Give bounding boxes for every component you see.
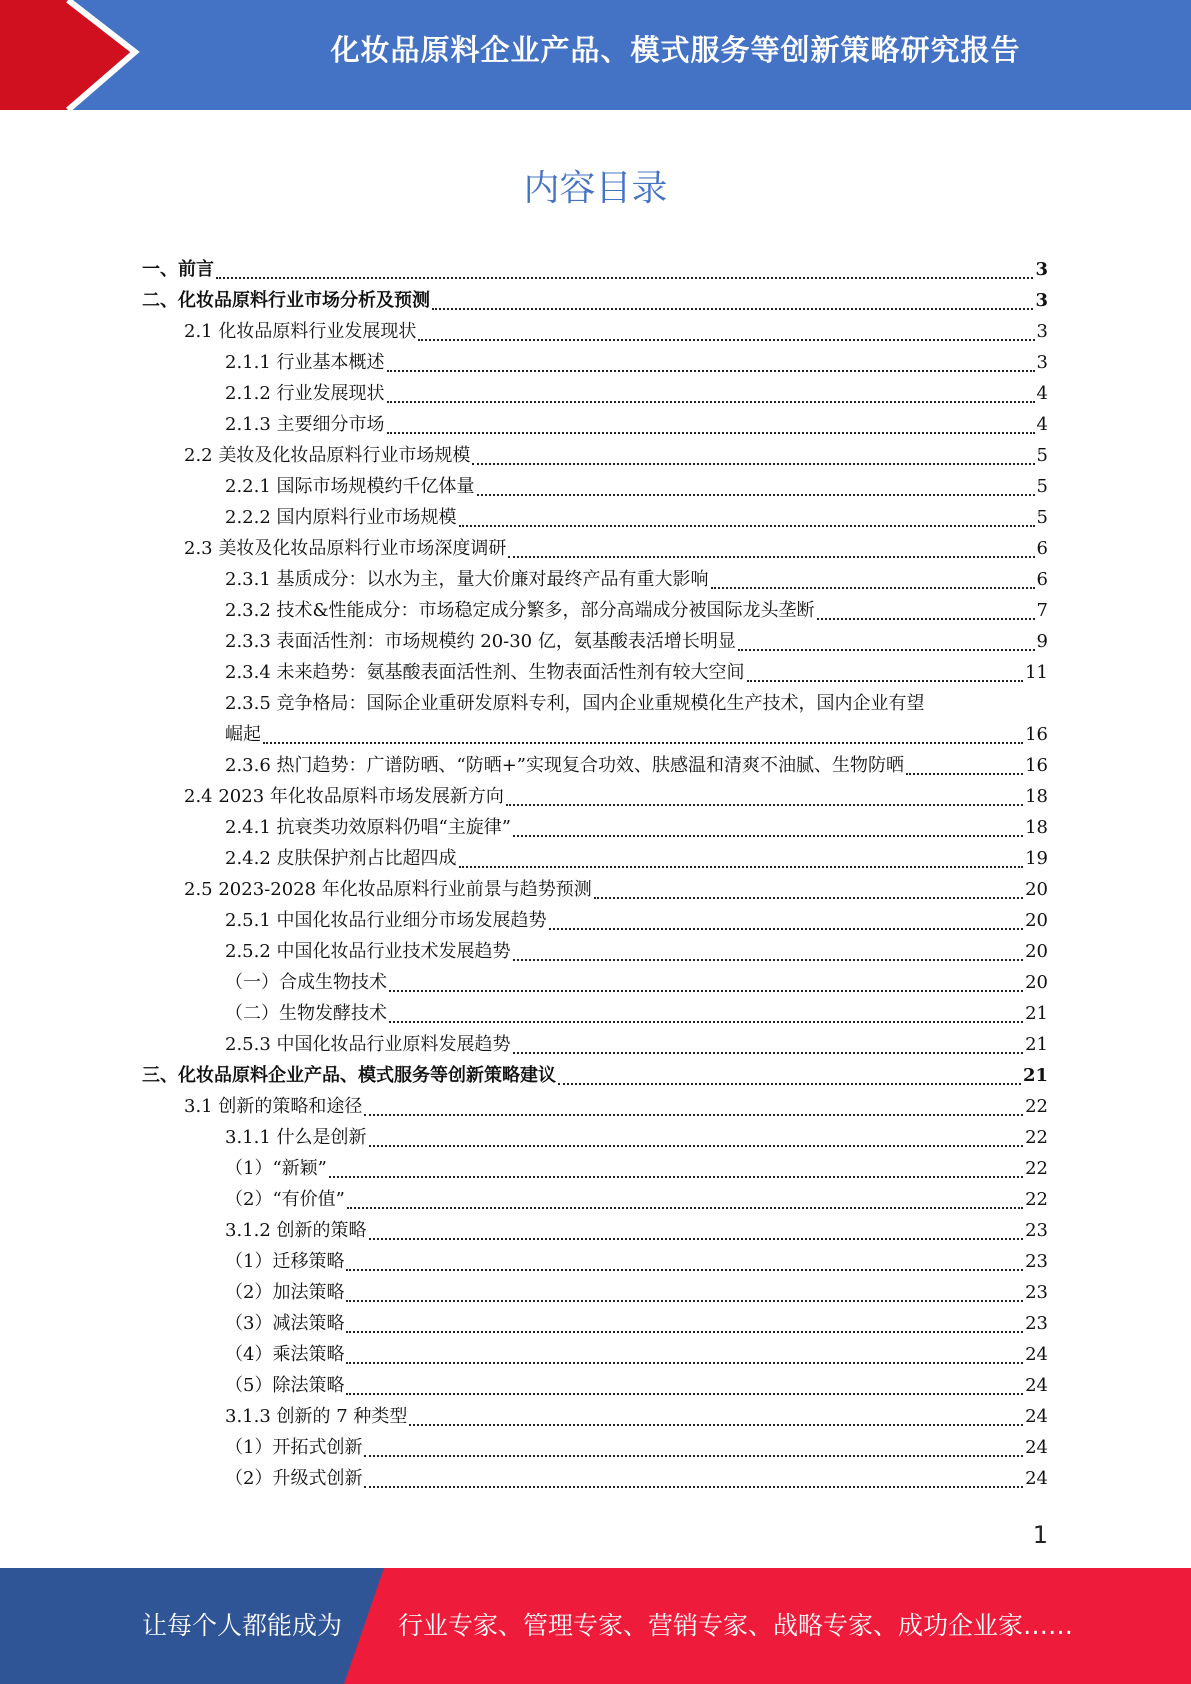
toc-entry[interactable]: 2.2 美妆及化妆品原料行业市场规模 5 bbox=[184, 445, 1048, 466]
toc-entry[interactable]: 2.3.4 未来趋势：氨基酸表面活性剂、生物表面活性剂有较大空间 11 bbox=[225, 662, 1048, 683]
toc-entry[interactable]: （2）加法策略 23 bbox=[225, 1282, 1048, 1303]
toc-entry-first-line[interactable]: 2.3.5 竞争格局：国际企业重研发原料专利，国内企业重规模化生产技术，国内企业有望 bbox=[225, 693, 925, 714]
toc-entry[interactable]: 2.1 化妆品原料行业发展现状 3 bbox=[184, 321, 1048, 342]
toc-entry[interactable]: 2.3 美妆及化妆品原料行业市场深度调研 6 bbox=[184, 538, 1048, 559]
toc-entry[interactable]: 2.1.1 行业基本概述 3 bbox=[225, 352, 1048, 373]
footer-slogan-right: 行业专家、管理专家、营销专家、战略专家、成功企业家…… bbox=[398, 1611, 1074, 1640]
toc-entry[interactable]: 2.1.3 主要细分市场 4 bbox=[225, 414, 1048, 435]
toc-entry[interactable]: 2.5.3 中国化妆品行业原料发展趋势 21 bbox=[225, 1034, 1048, 1055]
toc-entry[interactable]: （2）“有价值” 22 bbox=[225, 1189, 1048, 1210]
toc-entry[interactable]: 二、化妆品原料行业市场分析及预测 3 bbox=[142, 290, 1048, 311]
toc-entry[interactable]: （5）除法策略 24 bbox=[225, 1375, 1048, 1396]
toc-entry[interactable]: 2.4.2 皮肤保护剂占比超四成 19 bbox=[225, 848, 1048, 869]
toc-entry[interactable]: 3.1 创新的策略和途径 22 bbox=[184, 1096, 1048, 1117]
toc-entry[interactable]: （一）合成生物技术 20 bbox=[225, 972, 1048, 993]
header-arrow-decoration bbox=[0, 0, 200, 110]
toc-entry[interactable]: 一、前言 3 bbox=[142, 259, 1048, 280]
toc-entry[interactable]: 2.1.2 行业发展现状 4 bbox=[225, 383, 1048, 404]
toc-entry[interactable]: 3.1.2 创新的策略 23 bbox=[225, 1220, 1048, 1241]
toc-entry[interactable]: （1）迁移策略 23 bbox=[225, 1251, 1048, 1272]
footer-slogan-left: 让每个人都能成为 bbox=[142, 1611, 343, 1640]
toc-entry[interactable]: 2.3.1 基质成分：以水为主，量大价廉对最终产品有重大影响 6 bbox=[225, 569, 1048, 590]
toc-entry[interactable]: （3）减法策略 23 bbox=[225, 1313, 1048, 1334]
toc-entry[interactable]: 2.5.1 中国化妆品行业细分市场发展趋势 20 bbox=[225, 910, 1048, 931]
toc-entry[interactable]: 2.2.1 国际市场规模约千亿体量 5 bbox=[225, 476, 1048, 497]
toc-entry[interactable]: 2.5.2 中国化妆品行业技术发展趋势 20 bbox=[225, 941, 1048, 962]
toc-entry[interactable]: 2.3.6 热门趋势：广谱防晒、“防晒+”实现复合功效、肤感温和清爽不油腻、生物防晒 16 bbox=[225, 755, 1048, 776]
toc-entry[interactable]: 3.1.1 什么是创新 22 bbox=[225, 1127, 1048, 1148]
toc-entry[interactable]: （1）“新颖” 22 bbox=[225, 1158, 1048, 1179]
report-title: 化妆品原料企业产品、模式服务等创新策略研究报告 bbox=[330, 33, 1021, 67]
toc-entry[interactable]: 三、化妆品原料企业产品、模式服务等创新策略建议 21 bbox=[142, 1065, 1048, 1086]
toc-entry[interactable]: 3.1.3 创新的 7 种类型 24 bbox=[225, 1406, 1048, 1427]
header-banner bbox=[0, 0, 1191, 110]
toc-entry[interactable]: 2.4 2023 年化妆品原料市场发展新方向 18 bbox=[184, 786, 1048, 807]
toc-entry[interactable]: 2.5 2023-2028 年化妆品原料行业前景与趋势预测 20 bbox=[184, 879, 1048, 900]
toc-entry[interactable]: 2.2.2 国内原料行业市场规模 5 bbox=[225, 507, 1048, 528]
toc-entry[interactable]: 2.4.1 抗衰类功效原料仍唱“主旋律” 18 bbox=[225, 817, 1048, 838]
toc-entry[interactable]: （二）生物发酵技术 21 bbox=[225, 1003, 1048, 1024]
toc-entry[interactable]: （1）开拓式创新 24 bbox=[225, 1437, 1048, 1458]
toc-entry[interactable]: 2.3.2 技术&性能成分：市场稳定成分繁多，部分高端成分被国际龙头垄断 7 bbox=[225, 600, 1048, 621]
toc-entry[interactable]: 2.3.3 表面活性剂：市场规模约 20-30 亿，氨基酸表活增长明显 9 bbox=[225, 631, 1048, 652]
toc-entry[interactable]: （4）乘法策略 24 bbox=[225, 1344, 1048, 1365]
toc-entry[interactable]: （2）升级式创新 24 bbox=[225, 1468, 1048, 1489]
page-number: 1 bbox=[1032, 1521, 1048, 1549]
footer-banner bbox=[0, 1568, 1191, 1684]
toc-heading: 内容目录 bbox=[523, 168, 668, 209]
toc-entry[interactable]: 崛起 16 bbox=[225, 724, 1048, 745]
